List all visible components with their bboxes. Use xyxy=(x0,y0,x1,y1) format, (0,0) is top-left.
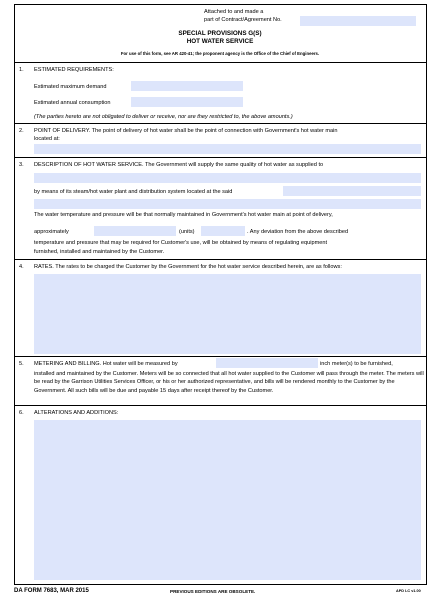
service-description-line-2: by means of its steam/hot water plant and distribution system located at the said xyxy=(34,189,233,195)
alterations-title: ALTERATIONS AND ADDITIONS: xyxy=(34,410,119,416)
point-of-delivery-line-2: located at: xyxy=(34,136,60,142)
frame-left-border xyxy=(14,4,15,585)
section-5-number: 5. xyxy=(19,361,24,367)
plant-location-field-b[interactable] xyxy=(34,199,421,209)
frame-bottom-border xyxy=(14,584,426,585)
section-1-title: ESTIMATED REQUIREMENTS: xyxy=(34,67,114,73)
metering-lead-text: METERING AND BILLING. Hot water will be measured by xyxy=(34,361,178,367)
obsolete-notice: PREVIOUS EDITIONS ARE OBSOLETE. xyxy=(170,589,256,594)
form-title-line-2: HOT WATER SERVICE xyxy=(186,38,254,45)
attached-line-1: Attached to and made a xyxy=(204,9,264,15)
section-1-number: 1. xyxy=(19,67,24,73)
meter-size-field[interactable] xyxy=(216,358,318,368)
rates-text: RATES. The rates to be charged the Customer by the Government for the hot water service described herein, are as follows: xyxy=(34,264,342,270)
version-tag: APD LC v1.00 xyxy=(396,589,421,593)
obligation-note: (The parties hereto are not obligated to deliver or receive, nor are they restricted to, the above amounts.) xyxy=(34,114,293,120)
service-description-line-3: The water temperature and pressure will be that normally maintained in Government's hot water main at point of delivery, xyxy=(34,212,333,218)
supplied-to-field[interactable] xyxy=(34,173,421,183)
section-6-number: 6. xyxy=(19,410,24,416)
section-5-divider xyxy=(14,405,426,406)
section-1-divider xyxy=(14,123,426,124)
alterations-field[interactable] xyxy=(34,420,421,580)
approximately-label: approximately xyxy=(34,229,69,235)
section-2-number: 2. xyxy=(19,128,24,134)
max-demand-field[interactable] xyxy=(131,81,243,91)
form-number: DA FORM 7683, MAR 2015 xyxy=(14,588,89,594)
approximate-value-field[interactable] xyxy=(94,226,176,236)
section-2-divider xyxy=(14,157,426,158)
header-divider xyxy=(14,62,426,63)
max-demand-label: Estimated maximum demand xyxy=(34,84,107,90)
section-3-divider xyxy=(14,259,426,260)
annual-consumption-label: Estimated annual consumption xyxy=(34,100,111,106)
section-3-number: 3. xyxy=(19,162,24,168)
metering-body-text: installed and maintained by the Customer. Meters will be so connected that all hot water supplied to the Customer will pass through the meter. The meters will be read by the Garrison Utilities Services Officer, or his or her authorized representative, and bills will be rendered monthly to the Customer by the Government. All such bills will be due and payable 15 days after receipt thereof by the Customer. xyxy=(34,371,424,394)
metering-tail-text: inch meter(s) to be furnished, xyxy=(320,361,393,367)
contract-number-field[interactable] xyxy=(300,16,416,26)
service-description-line-5: temperature and pressure that may be required for Customer's use, will be obtained by means of regulating equipment xyxy=(34,240,328,246)
deviation-text: . Any deviation from the above described xyxy=(247,229,349,235)
authority-note: For use of this form, see AR 420-41; the proponent agency is the Office of the Chief of Engineers. xyxy=(120,51,320,56)
plant-location-field-a[interactable] xyxy=(283,186,421,196)
section-4-divider xyxy=(14,356,426,357)
rates-field[interactable] xyxy=(34,274,421,354)
attached-line-2: part of Contract/Agreement No. xyxy=(204,17,282,23)
point-of-delivery-line-1: POINT OF DELIVERY. The point of delivery of hot water shall be the point of connection with Government's hot water main xyxy=(34,128,338,134)
frame-top-border xyxy=(14,4,426,5)
section-4-number: 4. xyxy=(19,264,24,270)
form-title-line-1: SPECIAL PROVISIONS G(S) xyxy=(178,30,262,37)
frame-right-border xyxy=(426,4,427,585)
service-description-line-1: DESCRIPTION OF HOT WATER SERVICE. The Government will supply the same quality of hot water as supplied to xyxy=(34,162,324,168)
delivery-location-field[interactable] xyxy=(34,144,421,154)
annual-consumption-field[interactable] xyxy=(131,97,243,107)
service-description-line-6: furnished, installed and maintained by the Customer. xyxy=(34,249,165,255)
units-field[interactable] xyxy=(201,226,245,236)
units-label: (units) xyxy=(179,229,195,235)
